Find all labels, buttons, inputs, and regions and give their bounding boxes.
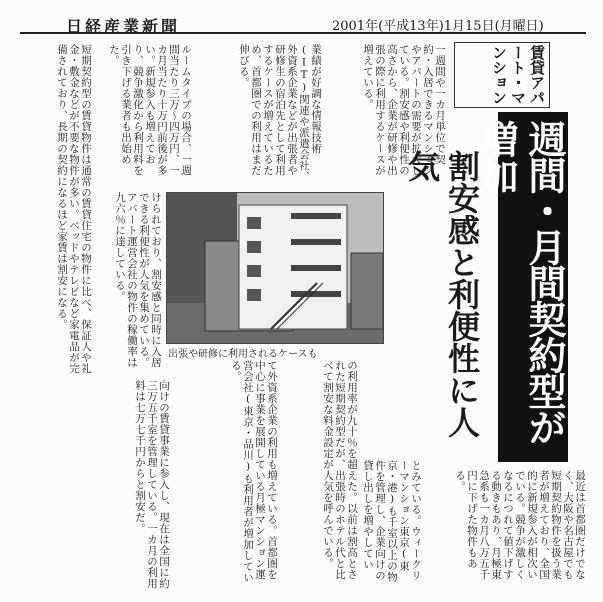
- apartment-photo: [166, 192, 384, 344]
- photo-caption: 出張や研修に利用されるケースも: [168, 349, 318, 360]
- main-headline: [474, 112, 568, 462]
- kicker-text: 賃貸アパート・マンション: [490, 45, 546, 105]
- article-column-6: 向けの賃貸事業に参入し、現在は全国に約三万五千室を管理している。一カ月の利用料は七万七千円からと割安だ。: [134, 380, 170, 589]
- article-column-1: 一週間や一カ月単位で契約・入居できるマンションやアパートの需要が拡大している。割安感や利便性の高さから、企業が研修や出張の際に利用するケースが増えている。: [362, 44, 446, 176]
- article-column-3: ルームタイプの場合、一週間当たり三万～四万円、一カ月当たり十万円前後が多い。新規参入も増えており、競争激化から利用料を引き下げる業者も出始めた。: [108, 44, 192, 176]
- newspaper-title: 日経産業新聞: [66, 17, 181, 36]
- article-column-4: 短期契約型の賃貸物件は通常の賃貸住宅の物件に比べ、保証人や礼金・敷金などが不要な物件が多い。ベッドやテレビなど家電品が完備されており、長期の契約になるほど家賃は割安になる。: [56, 44, 92, 374]
- article-column-10: 最近は首都圏だけでなく、大阪や名古屋でも短期契約物件を扱う業者が増えており、全国的に新規参入が相次いでいる。競争が激しくなるにつれて値下げする動きもあり、月極東急系も一カ月八万五千円に下げた物件もある。: [454, 470, 586, 580]
- article-column-5: けられており、割安感と同時に入居できる利便性が人気を集めている。アパート運営会社の物件の稼働率は九六％に達している。: [114, 192, 162, 368]
- publication-date: 2001年(平成13年)1月15日(月曜日): [332, 19, 544, 34]
- main-headline-text: 週間・月間契約型が増加: [474, 120, 566, 444]
- kicker-box: [454, 42, 550, 108]
- article-column-2: 業績が好調な情報技術(IT)関連や派遣会社、外資系企業などが出張者や研修生の宿泊先として利用するケースが増えているため、首都圏での利用はまだ伸びる。: [238, 44, 322, 182]
- sub-headline: [403, 150, 482, 440]
- sub-headline-text: 割安感と利便性に人気: [403, 150, 481, 438]
- masthead-rule: [20, 32, 586, 34]
- article-column-7: て外資系企業の利用も増えている。首都圏を中心に事業を展開している月極マンション運営会社(東京・品川)も利用者が増加している。: [230, 360, 278, 583]
- apartment-building-illustration: [167, 193, 383, 343]
- article-column-9: とみている。ウィークリーマンション東京(東京・港)も千室以上の物件を管理し、企業向けの貸し出しを増やしてい: [362, 460, 422, 583]
- article-column-8: の利用率が九十％を超えた。以前は割高とされた短期契約型だが、出張時のホテル代と比べて割安な料金設定が人気を呼んでいる。: [322, 360, 358, 580]
- masthead: [20, 6, 586, 42]
